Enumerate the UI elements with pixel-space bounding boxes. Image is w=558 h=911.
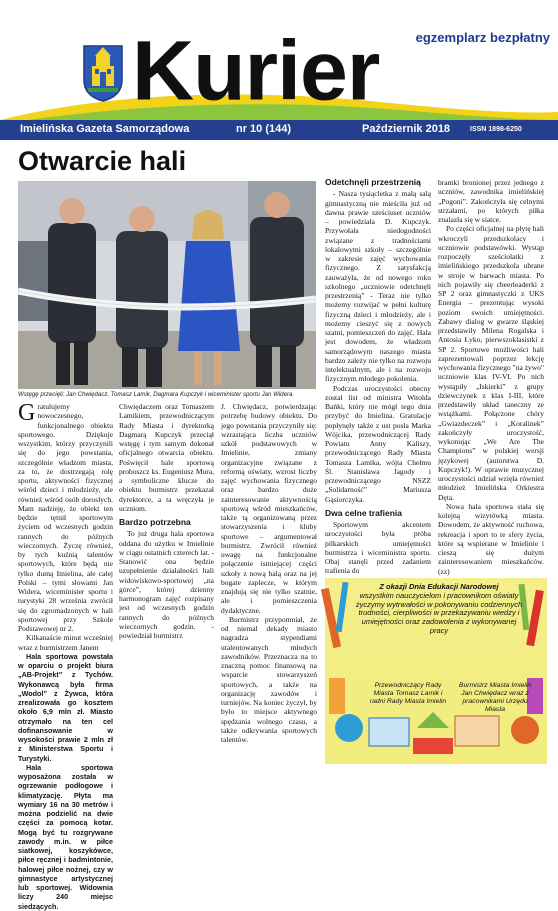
paragraph: Sportowym akcentem uroczystości była próba pilkarskich umiejętności burmistrza i wiceministra sportu. Obaj stanęli przed zadaniem trafienia do — [325, 520, 431, 576]
issn-number: ISSN 1898-6250 — [470, 126, 522, 133]
greeting-wishes: wszystkim nauczycielom i pracownikom oświaty życzymy wytrwałości w pokonywaniu codziennych trudności, cierpliwości w przekazywaniu wiedzy i umiejętności oraz zadowolenia z wykonywanej pracy — [355, 590, 523, 635]
town-crest-icon — [82, 44, 124, 102]
paragraph: - Nasza tysiącletka z małą salą gimnastyczną nie mieściła już od dawna prawie sześciuset uczniów – powiedziała D. Kupczyk. Przywołała niedogodności związane z tradnościami lokalowymi szkoły – szczególnie w zakresie zajęć wychowania fizycznego. Z satysfakcją zauważyła, że od nowego roku szkolnego „uczniowie odetchnęli przestrzenią” - Teraz nie tylko możemy rozwijać w pełni kulturę fizyczną dzieci i młodzieży, ale i możemy cieszyć się z nowych szatni, pomieszczeń do zajęć. Hala jest dowodem, że władzom samorządowym naszego miasta bardzo zależy nie tylko na rozwoju intelektualnym, ale i na rozwoju fizycznym młodego pokolenia. — [325, 189, 431, 384]
signature-mayor: Burmistrz Miasta Imielin Jan Chwiędacz wraz z pracownikami Urzędu Miasta — [458, 682, 532, 713]
masthead — [0, 0, 558, 140]
article-column-2 — [119, 402, 214, 765]
drop-cap: G — [18, 400, 36, 426]
paragraph: bramki bronionej przez jednego z uczniów, zawodnika imielińskiej „Pogoni”. Zakończyła się celnymi strzałami, po których piłka znalazła się w siatce. — [438, 178, 544, 224]
subheading: Odetchnęli przestrzenią — [325, 177, 421, 187]
info-box-paragraph: Hala sportowa powstała w oparciu o projekt biura „AB-Projekt” z Tychów. Wykonawcą była firma „Wodol” z Żywca, która zrealizowała go kosztem około 6,9 mln zł. Miasto otrzymało na ten cel dofinansowanie w wysokości prawie 2 mln zł z Ministerstwa Sportu i Turystyki. — [18, 651, 113, 763]
paragraph: Burmistrz przypomniał, że od niemal dekady miasto nagradza stypendiami utalentowanych młodych zawodników. Przeznacza na to znaczną pomoc finansową na wsparcie stowarzyszeń sportowych, a także na organizację zawodów i turniejów. Na koniec życzył, by było to miejsce aktywnego spędzania wolnego czasu, a także odkrywania sportowych talentów. — [221, 614, 317, 744]
masthead-title: Kurier — [132, 23, 380, 119]
issue-number: nr 10 (144) — [236, 123, 292, 135]
article-column-5 — [438, 178, 544, 578]
paragraph: J. Chwiędacz, potwierdzając potrzebę budowy obiektu. Do jego powstania przyczyniły się: wzrastająca liczba uczniów szkół podstawowych w Imielinie, zmiany organizacyjne związane z reformą oświaty, wzrost liczby zajęć wychowania fizycznego oraz bardzo duże zainteresowanie aktywnością sportową wśród mieszkańców, także tą organizowaną przez stowarzyszenia i kluby sportowe – argumentował burmistrz. Zwrócił również uwagę na funkcjonalne połączenie istniejącej części szkoły z nową halą oraz na jej bogate zaplecze, w którym znajdują się nie tylko szatnie, ale i pomieszczenia dydaktyczne. — [221, 402, 317, 615]
greeting-occasion: Z okazji Dnia Edukacji Narodowej — [379, 582, 499, 591]
signature-city-council: Przewodniczący Rady Miasta Tomasz Lamik i radni Rady Miasta Imielin — [369, 682, 447, 705]
newspaper-subtitle: Imielińska Gazeta Samorządowa — [20, 123, 190, 135]
paragraph: Kilkanaście minut wcześniej wraz z burmistrzem Janem — [18, 633, 113, 652]
info-box-paragraph: Hala sportowa wyposażona została w ogrzewanie podłogowe i klimatyzację. Płyta ma wymiary 16 na 30 metrów i można podzielić na dwie części za pomocą kotar. Mogą być tu rozgrywane zawody m.in. w piłce siatkowej, koszykówce, piłce ręcznej i badmintonie, halowej piłce nożnej, czy w gimnastyce artystycznej lub sportowej. Widownia liczy 240 miejsc siedzących. — [18, 762, 113, 911]
photo-caption: Wstęgę przecięli: Jan Chwiędacz, Tomasz Lamik, Dagmara Kupczyk i wiceminister sportu Jan Widera. — [18, 391, 295, 398]
teachers-day-greeting-box — [325, 578, 547, 764]
paragraph: To już druga hala sportowa oddana do użytku w Imielinie w ciągu ostatnich czterech lat. - Stanowić ona będzie uzupełnienie działalności hali widowiskowo-sportowej „na górce”, której dzienny harmonogram zajęć rozpisany jest od wczesnych godzin rannych do późnych wieczornych godzin. - powiedział burmistrz — [119, 529, 214, 640]
article-headline: Otwarcie hali — [18, 146, 187, 176]
paragraph: Podczas uroczystości obecny został list od ministra Witolda Bańki, który nie mógł tego dnia przybyć do Imielina. Gratulacje popłynęły także z ust posła Marka Wójcika, przewodniczącej Rady Powiatu Anny Kaliszy, przewodniczącego Rady Miasta Tomasza Lamika, wójta Chełmu Śl. Stanisława Jagody i przewodniczącego NSZZ „Solidarność” Mariusza Gąsiorczyka. — [325, 383, 431, 504]
issue-date: Październik 2018 — [362, 123, 451, 135]
subheading: Dwa celne trafienia — [325, 507, 403, 518]
article-column-1 — [18, 400, 113, 911]
paragraph: Po części oficjalnej na płytę hali wkroczyli przedszkolacy i uczniowie podstawówki. Wystąp rozpoczęły sześciolatki z imielińskiego przedszkola ubrane w stroje w barwach miasta. Po nich pojawiły się cheerleaderki z SP 2 oraz gimnastyczki z UKS Energia – prezentując wysoki poziom swoich umiejętności. Zabawy dialog w gwarze śląskiej przedstawiły Milena Rogalska i Antosia Łyko, pierwszoklasistki z SP 2. Sportowe możliwości hali zaprezentowali poprzez lekcję wychowania fizycznego "na żywo" uczniowie klas IV-VI. Po nich wystąpiły „Iskierki” z grupy dziewczynek z klas I-III, które przedstawiły układ taneczny ze wstążkami. Połączone chóry „Gwiazdeczek” i „Koralinek” zakończyły uroczystość, wykonując „We Are The Champions” w polskiej wersji językowej (autorstwa D. Kupczyk!). W oprawie muzycznej uroczystości udział wzięła również młodzież Imielińska Orkiestra Dęta. — [438, 224, 544, 502]
article-column-4 — [325, 178, 431, 578]
paragraph: Chwiędaczem oraz Tomaszem Lamikiem, przewodniczącym Rady Miasta i dyrektorką Dagmarą Kupczyk przeciął wstęgę i tym samym dokonał oficjalnego otwarcia obiektu. Poświęcił hale sportową proboszcz ks. Eugeniusz Mura, a symboliczne klucze do obiektu burmistrz przekazał dyrektorce, a ta wręczyła je uczniom. — [119, 402, 214, 513]
article-column-3 — [221, 402, 317, 765]
ribbon-cutting-photo — [18, 181, 316, 389]
masthead-info-bar — [0, 120, 558, 140]
paragraph: ratulujemy nowoczesnego, funkcjonalnego obiektu sportowego. Dziękuje wszystkim, którzy przyczynili się do jego powstania, szczególnie władzom miasta, za to, że dostrzegają rolę sportu, aktywności fizycznej wśród dzieci i młodzieży, ale również wśród osób dorosłych. Mam nadzieję, że obiekt ten będzie tętnił sportowym życiem od wczesnych godzin rannych do późnych wieczornych. Życzę również, by tych kuźnią talentów sportowych, które będą nie tylko dumą Imielina, ale całej Polski – tymi słowami Jan Widera, wiceminister sportu i turystyki 28 września zwrócił się do zgromadzonych w hali sportowej przy Szkole Podstawowej nr 2. — [18, 402, 113, 633]
paragraph: Nowa hala sportowa stała się kolejną wizytówką miasta. Dowodem, że aktywność ruchowa, rekreacja i sport to te sfery życia, które są wspierane w Imielinie i cieszą się dużym zainteresowaniem mieszkańców. (zz) — [438, 501, 544, 576]
subheading: Bardzo potrzebna — [119, 517, 191, 527]
greeting-text — [355, 583, 523, 636]
free-copy-tagline: egzemplarz bezpłatny — [415, 30, 550, 45]
